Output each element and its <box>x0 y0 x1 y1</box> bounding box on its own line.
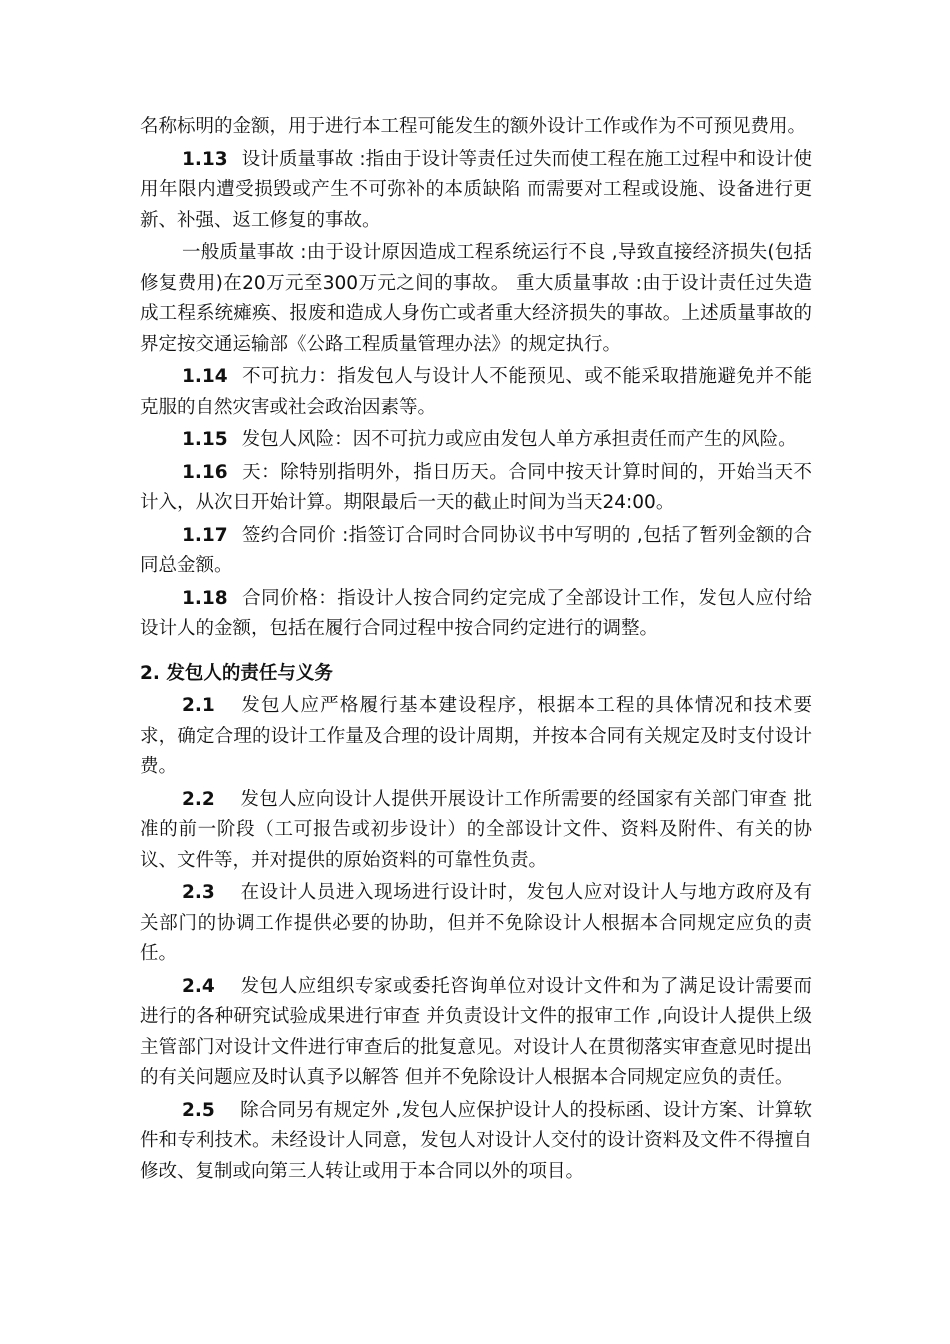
clause-1-16 <box>140 458 812 519</box>
section-heading: 2. 发包人的责任与义务 <box>140 662 333 684</box>
paragraph-quality-accidents <box>140 238 812 360</box>
clause-text: 除合同另有规定外 ,发包人应保护设计人的投标函、设计方案、计算软件和专利技术。未经设计人同意，发包人对设计人交付的设计资料及文件不得擅自修改、复制或向第三人转让或用于本合同以外的项目。 <box>140 1099 812 1182</box>
clause-1-14 <box>140 362 812 423</box>
clause-number: 1.18 <box>182 587 228 609</box>
clause-text: 合同价格：指设计人按合同约定完成了全部设计工作，发包人应付给设计人的金额，包括在履行合同过程中按合同约定进行的调整。 <box>140 587 812 639</box>
clause-text: 在设计人员进入现场进行设计时，发包人应对设计人与地方政府及有关部门的协调工作提供必要的协助，但并不免除设计人根据本合同规定应负的责任。 <box>140 882 812 964</box>
clause-number: 1.16 <box>182 461 228 483</box>
clause-number: 1.17 <box>182 524 228 546</box>
clause-text: 发包人应组织专家或委托咨询单位对设计文件和为了满足设计需要而进行的各种研究试验成果进行审查 并负责设计文件的报审工作 ,向设计人提供上级主管部门对设计文件进行审查后的批复意见。对设计人在贯彻落实审查意见时提出的有关问题应及时认真予以解答 但并不免除设计人根据本合同规定应负的责任。 <box>140 975 812 1088</box>
document-page <box>140 112 812 1187</box>
clause-2-1 <box>140 691 812 783</box>
clause-1-13 <box>140 145 812 237</box>
clause-number: 2.3 <box>182 882 215 903</box>
clause-2-2 <box>140 785 812 877</box>
clause-text: 发包人风险：因不可抗力或应由发包人单方承担责任而产生的风险。 <box>241 429 797 450</box>
clause-number: 2.4 <box>182 975 215 997</box>
clause-text: 发包人应严格履行基本建设程序，根据本工程的具体情况和技术要求，确定合理的设计工作量及合理的设计周期，并按本合同有关规定及时支付设计费。 <box>140 695 812 777</box>
clause-text: 天：除特别指明外，指日历天。合同中按天计算时间的，开始当天不计入，从次日开始计算。期限最后一天的截止时间为当天24:00。 <box>140 461 812 513</box>
clause-number: 2.1 <box>182 695 215 716</box>
clause-number: 2.5 <box>182 1099 215 1121</box>
clause-number: 1.15 <box>182 429 228 450</box>
clause-text: 设计质量事故 :指由于设计等责任过失而使工程在施工过程中和设计使用年限内遭受损毁或产生不可弥补的本质缺陷 而需要对工程或设施、设备进行更新、补强、返工修复的事故。 <box>140 148 812 231</box>
clause-text: 不可抗力：指发包人与设计人不能预见、或不能采取措施避免并不能克服的自然灾害或社会政治因素等。 <box>140 366 812 418</box>
clause-2-5 <box>140 1096 812 1188</box>
clause-1-17 <box>140 521 812 582</box>
paragraph-text: 名称标明的金额，用于进行本工程可能发生的额外设计工作或作为不可预见费用。 <box>140 116 807 137</box>
clause-1-18 <box>140 584 812 645</box>
clause-number: 1.14 <box>182 366 228 387</box>
clause-1-15 <box>140 425 812 456</box>
clause-number: 2.2 <box>182 788 215 810</box>
paragraph-text: 一般质量事故 :由于设计原因造成工程系统运行不良 ,导致直接经济损失(包括修复费用)在20万元至300万元之间的事故。 重大质量事故 :由于设计责任过失造成工程系统瘫痪、报废和造成人身伤亡或者重大经济损失的事故。上述质量事故的界定按交通运输部《公路工程质量管理办法》的规定执行。 <box>140 242 812 355</box>
clause-2-4 <box>140 972 812 1094</box>
clause-text: 签约合同价 :指签订合同时合同协议书中写明的 ,包括了暂列金额的合同总金额。 <box>140 524 812 576</box>
clause-2-3 <box>140 878 812 970</box>
clause-text: 发包人应向设计人提供开展设计工作所需要的经国家有关部门审查 批准的前一阶段（工可报告或初步设计）的全部设计文件、资料及附件、有关的协议、文件等，并对提供的原始资料的可靠性负责。 <box>140 788 812 871</box>
clause-number: 1.13 <box>182 148 228 170</box>
paragraph-fee-continuation <box>140 112 812 143</box>
